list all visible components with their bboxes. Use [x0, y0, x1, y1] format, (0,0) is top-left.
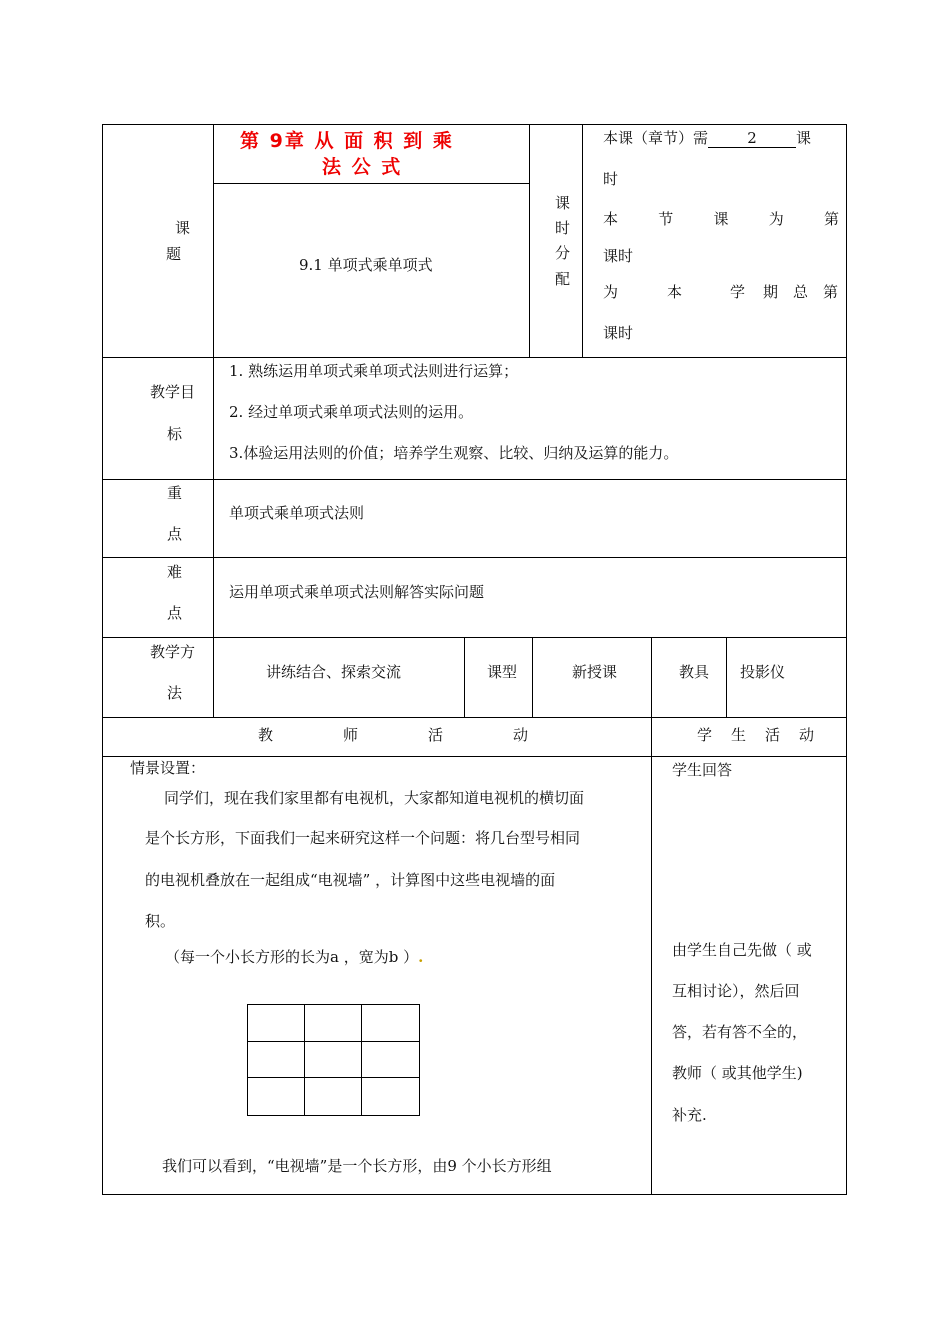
objectives-label-2: 标 [167, 425, 183, 443]
teacher-paragraph-line: 积。 [145, 912, 176, 930]
student-activity-line: 补充. [672, 1106, 707, 1124]
tv-cell [305, 1005, 362, 1042]
period-line5-char: 期 [763, 283, 779, 301]
period-line-1 [603, 131, 811, 148]
period-line5-char: 学 [730, 283, 746, 301]
period-line3-char: 为 [768, 210, 784, 228]
objective-item-1: 1. 熟练运用单项式乘单项式法则进行运算； [229, 362, 519, 380]
method-label-1: 教学方 [150, 643, 196, 661]
period-line5-char: 第 [823, 283, 839, 301]
key-point-label-2: 点 [167, 525, 183, 543]
student-activity-line: 答，若有答不全的， [672, 1023, 808, 1041]
tv-cell [362, 1005, 419, 1042]
teaching-tool-value: 投影仪 [740, 663, 786, 681]
method-label-2: 法 [167, 684, 183, 702]
period-line-4: 课时 [603, 247, 634, 265]
tv-cell [248, 1078, 305, 1115]
course-type-label: 课型 [487, 663, 518, 681]
period-line3-char: 本 [603, 210, 619, 228]
teacher-header-char: 活 [427, 726, 443, 744]
student-header-char: 学 [697, 726, 713, 744]
student-header-char: 生 [730, 726, 746, 744]
scenario-heading: 情景设置： [130, 759, 206, 777]
objectives-label-1: 教学目 [150, 383, 196, 401]
tv-cell [305, 1078, 362, 1115]
period-line-6: 课时 [603, 324, 634, 342]
teacher-header-char: 动 [512, 726, 528, 744]
course-type-value: 新授课 [572, 663, 618, 681]
tv-cell [248, 1005, 305, 1042]
rectangle-size-text: （每一个小长方形的长为a ，宽为b ） [165, 948, 419, 966]
student-activity-header [697, 724, 814, 745]
student-activity-line: 教师（ 或其他学生) [672, 1064, 803, 1082]
key-point-text: 单项式乘单项式法则 [229, 504, 365, 522]
note-dot: . [418, 948, 424, 966]
teacher-activity-header [258, 724, 528, 745]
student-activity-line: 互相讨论），然后回 [672, 982, 800, 1000]
period-line3-char: 课 [713, 210, 729, 228]
objective-item-3: 3.体验运用法则的价值；培养学生观察、比较、归纳及运算的能力。 [229, 444, 679, 462]
teacher-header-char: 教 [258, 726, 274, 744]
period-line3-char: 节 [658, 210, 674, 228]
tv-cell [362, 1042, 419, 1079]
teaching-tool-label: 教具 [679, 663, 710, 681]
rectangle-size-note [165, 950, 423, 965]
key-point-label-1: 重 [167, 484, 183, 502]
period-line5-char: 本 [667, 283, 683, 301]
student-header-char: 活 [764, 726, 780, 744]
teacher-paragraph-line: 同学们，现在我们家里都有电视机，大家都知道电视机的横切面 [164, 789, 585, 807]
objective-item-2: 2. 经过单项式乘单项式法则的运用。 [229, 403, 474, 421]
tv-wall-diagram [247, 1004, 420, 1116]
period-label-2: 时 [555, 219, 571, 237]
chapter-title-line2: 法 公 式 [322, 156, 403, 178]
chapter-title-line1: 第 9章 从 面 积 到 乘 [240, 130, 454, 152]
teacher-paragraph-line: 的电视机叠放在一起组成“电视墙” ，计算图中这些电视墙的面 [145, 871, 556, 889]
difficulty-text: 运用单项式乘单项式法则解答实际问题 [229, 583, 485, 601]
teacher-conclusion-line: 我们可以看到，“电视墙”是一个长方形，由9 个小长方形组 [162, 1157, 552, 1175]
tv-cell [248, 1042, 305, 1079]
method-text: 讲练结合、探索交流 [266, 663, 402, 681]
tv-cell [362, 1078, 419, 1115]
student-header-char: 动 [798, 726, 814, 744]
period-suffix: 课 [796, 129, 812, 147]
period-line5-char: 总 [793, 283, 809, 301]
period-line-2: 时 [603, 170, 619, 188]
teacher-paragraph-line: 是个长方形，下面我们一起来研究这样一个问题：将几台型号相同 [145, 829, 581, 847]
period-line-3 [603, 208, 839, 229]
period-hours: 2 [708, 131, 796, 148]
period-label-1: 课 [555, 194, 571, 212]
topic-label-1: 课 [175, 219, 191, 237]
section-title: 9.1 单项式乘单项式 [299, 256, 433, 274]
topic-label-2: 题 [166, 245, 182, 263]
period-label-4: 配 [555, 270, 571, 288]
period-line5-char: 为 [603, 283, 619, 301]
student-answer-label: 学生回答 [672, 761, 733, 779]
tv-cell [305, 1042, 362, 1079]
teacher-header-char: 师 [342, 726, 358, 744]
period-label-3: 分 [555, 244, 571, 262]
student-activity-line: 由学生自己先做（ 或 [672, 941, 812, 959]
difficulty-label-1: 难 [167, 563, 183, 581]
period-line3-char: 第 [823, 210, 839, 228]
difficulty-label-2: 点 [167, 604, 183, 622]
period-prefix: 本课（章节）需 [603, 129, 709, 147]
